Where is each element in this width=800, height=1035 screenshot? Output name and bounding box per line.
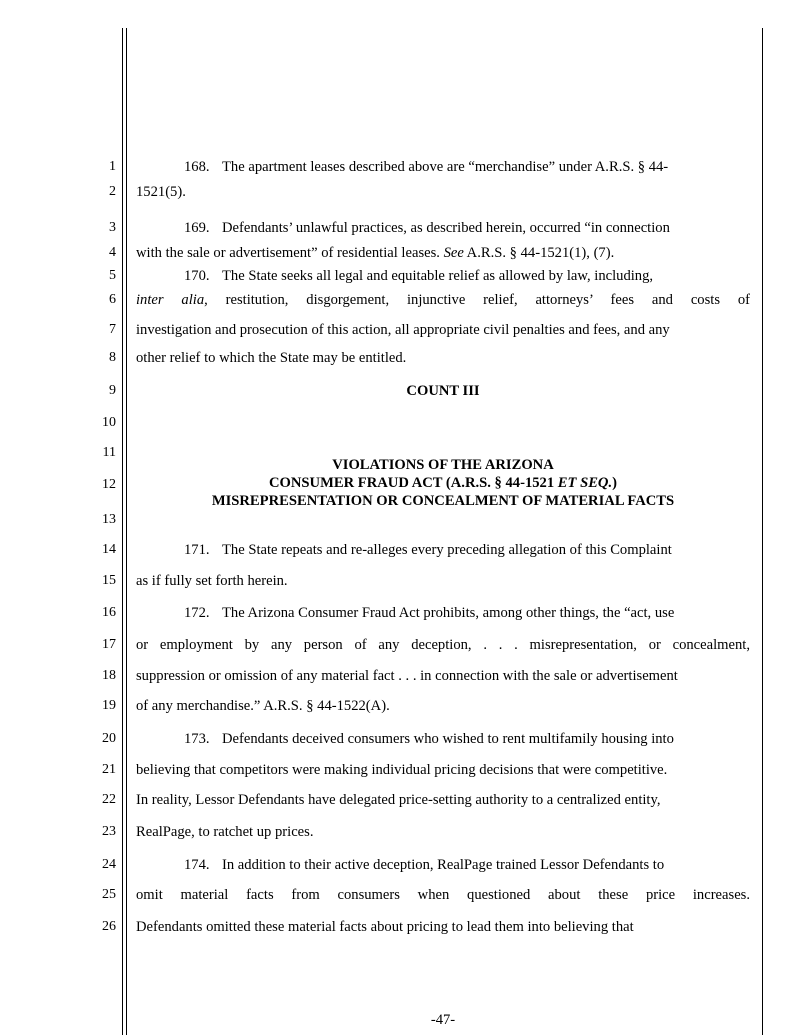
- paragraph-number: 173.: [184, 731, 210, 747]
- count-heading-line-2: [136, 474, 750, 492]
- line-number: 12: [102, 477, 116, 492]
- line-number: 7: [109, 322, 116, 337]
- para-168-line-1: [136, 158, 798, 176]
- paragraph-number: 169.: [184, 220, 210, 236]
- paragraph-text: The State seeks all legal and equitable relief as allowed by law, including,: [222, 268, 654, 284]
- para-174-line-3: Defendants omitted these material facts about pricing to lead them into believing that: [136, 919, 634, 935]
- paragraph-number: 171.: [184, 542, 210, 558]
- para-170-line-1: [136, 267, 798, 285]
- para-170-line-2: [136, 291, 750, 309]
- line-number: 22: [102, 792, 116, 807]
- para-174-line-1: [136, 856, 798, 874]
- line-number: 4: [109, 245, 116, 260]
- count-heading-line-3: MISREPRESENTATION OR CONCEALMENT OF MATERIAL FACTS: [211, 493, 675, 509]
- line-number: 5: [109, 268, 116, 283]
- right-margin-rule: [762, 28, 763, 1035]
- line-number: 17: [102, 637, 116, 652]
- paragraph-number: 174.: [184, 857, 210, 873]
- line-number: 11: [102, 445, 116, 460]
- line-number: 18: [102, 668, 116, 683]
- line-number: 2: [109, 184, 116, 199]
- paragraph-text: Defendants deceived consumers who wished to rent multifamily housing into: [222, 731, 674, 747]
- line-number: 19: [102, 698, 116, 713]
- text-run: with the sale or advertisement” of residential leases.: [136, 245, 444, 261]
- line-number: 6: [109, 292, 116, 307]
- et-seq: ET SEQ.: [557, 475, 613, 491]
- para-173-line-4: RealPage, to ratchet up prices.: [136, 824, 314, 840]
- para-170-line-4: other relief to which the State may be entitled.: [136, 350, 407, 366]
- paragraph-number: 172.: [184, 605, 210, 621]
- para-174-line-2: omit material facts from consumers when questioned about these price increases.: [136, 887, 750, 903]
- line-number: 10: [102, 415, 116, 430]
- line-number: 8: [109, 350, 116, 365]
- para-169-line-2: [136, 244, 750, 262]
- para-171-line-2: as if fully set forth herein.: [136, 573, 288, 589]
- count-title: COUNT III: [406, 383, 480, 399]
- count-heading-line-1: VIOLATIONS OF THE ARIZONA: [332, 457, 554, 473]
- text-run: A.R.S. § 44-1521(1), (7).: [463, 245, 615, 261]
- line-number: 20: [102, 731, 116, 746]
- latin-phrase: inter alia: [136, 292, 205, 308]
- left-margin-rule-outer: [122, 28, 123, 1035]
- line-number: 21: [102, 762, 116, 777]
- line-number: 25: [102, 887, 116, 902]
- para-172-line-3: suppression or omission of any material fact . . . in connection with the sale or advertisement: [136, 668, 678, 684]
- line-number: 1: [109, 159, 116, 174]
- paragraph-text: The Arizona Consumer Fraud Act prohibits, among other things, the “act, use: [222, 605, 675, 621]
- line-number: 14: [102, 542, 116, 557]
- para-173-line-2: believing that competitors were making individual pricing decisions that were competitive.: [136, 762, 668, 778]
- paragraph-text: Defendants’ unlawful practices, as described herein, occurred “in connection: [222, 220, 670, 236]
- para-169-line-1: [136, 219, 798, 237]
- text-run: ): [612, 475, 617, 491]
- para-173-line-1: [136, 730, 798, 748]
- paragraph-number: 170.: [184, 268, 210, 284]
- page-number: -47-: [430, 1012, 456, 1028]
- para-172-line-1: [136, 604, 798, 622]
- line-number: 15: [102, 573, 116, 588]
- left-margin-rule-inner: [126, 28, 127, 1035]
- para-168-line-2: 1521(5).: [136, 184, 186, 200]
- para-172-line-2: or employment by any person of any deception, . . . misrepresentation, or concealment,: [136, 637, 750, 653]
- line-number: 24: [102, 857, 116, 872]
- para-172-line-4: of any merchandise.” A.R.S. § 44-1522(A).: [136, 698, 390, 714]
- line-number: 13: [102, 512, 116, 527]
- paragraph-text: The State repeats and re-alleges every preceding allegation of this Complaint: [222, 542, 672, 558]
- line-number: 9: [109, 383, 116, 398]
- para-170-line-3: investigation and prosecution of this action, all appropriate civil penalties and fees, and any: [136, 322, 670, 338]
- para-171-line-1: [136, 541, 798, 559]
- paragraph-number: 168.: [184, 159, 210, 175]
- paragraph-text: In addition to their active deception, RealPage trained Lessor Defendants to: [222, 857, 665, 873]
- line-number: 3: [109, 220, 116, 235]
- signal-see: See: [443, 245, 464, 261]
- text-run: , restitution, disgorgement, injunctive relief, attorneys’ fees and costs of: [204, 292, 751, 308]
- line-number: 26: [102, 919, 116, 934]
- text-run: CONSUMER FRAUD ACT (A.R.S. § 44-1521: [269, 475, 558, 491]
- line-number: 16: [102, 605, 116, 620]
- para-173-line-3: In reality, Lessor Defendants have delegated price-setting authority to a centralized entity,: [136, 792, 661, 808]
- paragraph-text: The apartment leases described above are “merchandise” under A.R.S. § 44-: [222, 159, 669, 175]
- line-number: 23: [102, 824, 116, 839]
